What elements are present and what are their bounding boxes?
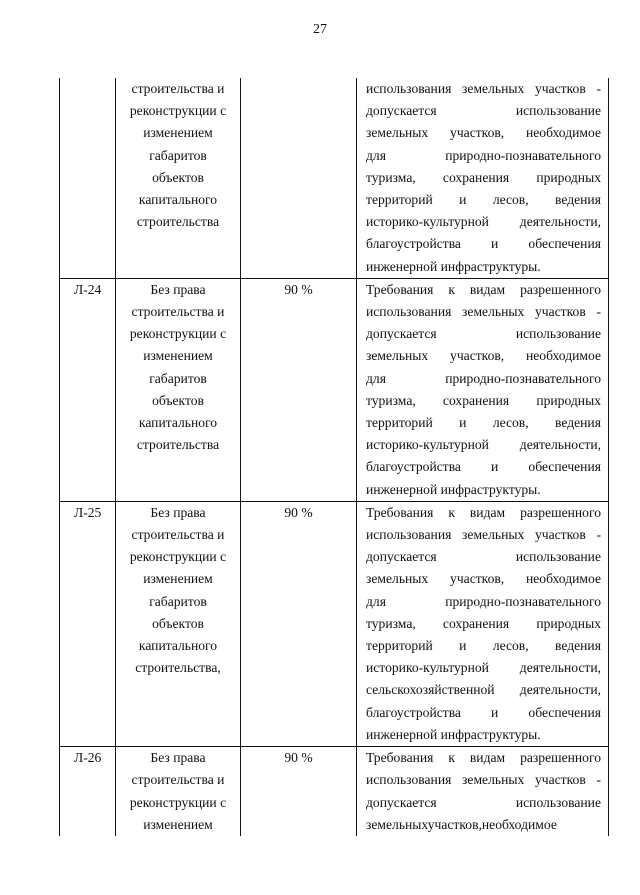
regime-text-line: объектов xyxy=(152,169,204,185)
requirement-word: использования xyxy=(366,304,452,320)
requirement-word: инженерной инфраструктуры. xyxy=(366,481,541,497)
regime-text-line: габаритов xyxy=(149,370,207,386)
regime-text-line: объектов xyxy=(152,615,204,631)
regime-text-line: Без права xyxy=(150,281,206,297)
regime-text-line: реконструкции с xyxy=(129,326,227,342)
requirement-word: необходимое xyxy=(526,125,601,141)
regime-text-line: габаритов xyxy=(149,147,207,163)
requirement-word: использования xyxy=(366,772,452,788)
requirement-word: использование xyxy=(515,103,601,119)
requirement-word: и xyxy=(459,192,467,208)
requirement-word: видам xyxy=(469,281,506,297)
regime-text-line: строительства и xyxy=(131,527,225,543)
table-row xyxy=(60,747,609,836)
requirement-word: использование xyxy=(515,549,601,565)
requirement-word: использование xyxy=(515,326,601,342)
requirement-text-line xyxy=(366,792,601,814)
requirement-word: земельных xyxy=(462,81,525,96)
table-row xyxy=(60,78,609,278)
requirement-word: - xyxy=(596,304,601,320)
requirement-text-line xyxy=(366,211,601,233)
requirement-text-line xyxy=(366,546,601,568)
requirement-word: допускается xyxy=(366,549,437,565)
regime-text-line: строительства xyxy=(136,437,220,453)
requirement-word: историко-культурной xyxy=(366,660,489,676)
requirement-word: обеспечения xyxy=(528,459,601,475)
requirement-text-line xyxy=(366,769,601,791)
table-body xyxy=(60,78,609,836)
requirement-text-line xyxy=(366,390,601,412)
requirement-word: историко-культурной xyxy=(366,437,489,453)
requirement-word: участков, xyxy=(450,571,505,587)
requirement-word: участков, xyxy=(450,348,505,364)
regime-text-line: Без права xyxy=(150,504,206,520)
percentage-cell: 90 % xyxy=(241,501,357,746)
requirement-word: необходимое xyxy=(526,571,601,587)
requirement-word: и xyxy=(459,638,467,654)
requirement-word: земельных xyxy=(462,527,525,543)
percentage-cell: 90 % xyxy=(241,278,357,501)
regime-text-line: реконструкции с xyxy=(129,794,227,810)
requirement-word: участков, xyxy=(427,816,482,832)
zone-code-cell: Л-24 xyxy=(60,278,116,501)
requirement-text-line xyxy=(366,702,601,724)
requirement-word: участков, xyxy=(450,125,505,141)
regime-text-line: строительства и xyxy=(131,81,225,96)
requirement-text-line xyxy=(366,279,601,301)
requirement-text-line xyxy=(366,189,601,211)
regime-text-line: капитального xyxy=(138,192,218,208)
regime-text-line: строительства и xyxy=(131,772,225,788)
requirement-word: природных xyxy=(536,392,601,408)
regime-text-line: изменением xyxy=(143,571,213,587)
requirement-word: лесов, xyxy=(492,192,529,208)
requirement-word: земельных xyxy=(366,125,429,141)
percentage-cell xyxy=(241,78,357,278)
requirement-word: сохранения xyxy=(442,615,510,631)
requirement-word: деятельности, xyxy=(519,682,601,698)
requirement-text-line xyxy=(366,256,601,278)
requirement-word: к xyxy=(448,281,455,297)
requirement-word: территорий xyxy=(366,638,433,654)
requirement-word: благоустройства xyxy=(366,236,461,252)
requirement-word: использование xyxy=(515,794,601,810)
requirement-word: допускается xyxy=(366,103,437,119)
requirement-word: - xyxy=(596,81,601,96)
requirement-word: инженерной инфраструктуры. xyxy=(366,258,541,274)
regime-text-line: объектов xyxy=(152,392,204,408)
requirement-word: земельных xyxy=(462,304,525,320)
requirement-word: благоустройства xyxy=(366,459,461,475)
requirement-word: Требования xyxy=(366,504,434,520)
requirement-text-line xyxy=(366,456,601,478)
requirement-word: для xyxy=(366,147,386,163)
regime-text-line: Без права xyxy=(150,750,206,766)
requirement-word: к xyxy=(448,750,455,766)
land-use-requirements-cell xyxy=(357,278,609,501)
requirement-word: природно-познавательного xyxy=(445,147,601,163)
requirement-word: - xyxy=(596,772,601,788)
zoning-requirements-table xyxy=(59,78,609,836)
requirement-word: лесов, xyxy=(492,415,529,431)
requirement-text-line xyxy=(366,568,601,590)
page-number: 27 xyxy=(313,22,327,37)
requirement-word: допускается xyxy=(366,794,437,810)
table-row xyxy=(60,278,609,501)
requirement-text-line xyxy=(366,524,601,546)
requirement-text-line xyxy=(366,814,601,836)
regime-text-line: реконструкции с xyxy=(129,549,227,565)
requirement-word: деятельности, xyxy=(519,437,601,453)
regime-text-line: строительства xyxy=(136,214,220,230)
requirement-word: для xyxy=(366,593,386,609)
land-use-requirements-cell xyxy=(357,747,609,836)
requirement-text-line xyxy=(366,657,601,679)
requirement-text-line xyxy=(366,368,601,390)
requirement-text-line xyxy=(366,679,601,701)
requirement-text-line xyxy=(366,100,601,122)
requirement-word: природно-познавательного xyxy=(445,370,601,386)
requirement-text-line xyxy=(366,412,601,434)
requirement-text-line xyxy=(366,635,601,657)
requirement-word: обеспечения xyxy=(528,704,601,720)
regime-text-line: габаритов xyxy=(149,593,207,609)
requirement-word: видам xyxy=(469,750,506,766)
requirement-word: и xyxy=(491,459,499,475)
requirement-word: благоустройства xyxy=(366,704,461,720)
requirement-word: земельных xyxy=(462,772,525,788)
requirement-word: - xyxy=(596,527,601,543)
requirement-word: территорий xyxy=(366,415,433,431)
requirement-word: участков xyxy=(534,304,586,320)
requirement-text-line xyxy=(366,78,601,100)
requirement-word: Требования xyxy=(366,750,434,766)
construction-regime-cell xyxy=(116,747,241,836)
requirement-word: деятельности, xyxy=(519,214,601,230)
requirement-word: для xyxy=(366,370,386,386)
requirement-text-line xyxy=(366,502,601,524)
regime-text-line: капитального xyxy=(138,638,218,654)
requirement-word: лесов, xyxy=(492,638,529,654)
requirement-word: историко-культурной xyxy=(366,214,489,230)
requirement-word: сохранения xyxy=(442,392,510,408)
requirement-text-line xyxy=(366,747,601,769)
requirement-word: допускается xyxy=(366,326,437,342)
requirement-word: туризма, xyxy=(366,169,416,185)
zone-code-cell: Л-25 xyxy=(60,501,116,746)
requirement-word: разрешенного xyxy=(520,281,601,297)
requirement-word: земельных xyxy=(366,816,428,832)
requirement-text-line xyxy=(366,323,601,345)
requirement-word: ведения xyxy=(555,415,601,431)
requirement-word: к xyxy=(448,504,455,520)
requirement-word: ведения xyxy=(555,638,601,654)
requirement-word: использования xyxy=(366,81,452,96)
requirement-word: деятельности, xyxy=(519,660,601,676)
requirement-word: природных xyxy=(536,169,601,185)
requirement-word: инженерной инфраструктуры. xyxy=(366,726,541,742)
regime-text-line: изменением xyxy=(143,348,213,364)
requirement-word: Требования xyxy=(366,281,434,297)
requirement-word: разрешенного xyxy=(520,750,601,766)
requirement-text-line xyxy=(366,167,601,189)
requirement-word: ведения xyxy=(555,192,601,208)
requirement-word: сельскохозяйственной xyxy=(366,682,495,698)
requirement-text-line xyxy=(366,591,601,613)
table-row xyxy=(60,501,609,746)
requirement-word: участков xyxy=(534,527,586,543)
requirement-word: обеспечения xyxy=(528,236,601,252)
regime-text-line: строительства, xyxy=(135,660,221,676)
regime-text-line: реконструкции с xyxy=(129,103,227,119)
requirement-word: видам xyxy=(469,504,506,520)
requirement-text-line xyxy=(366,613,601,635)
requirement-word: участков xyxy=(534,81,586,96)
requirement-text-line xyxy=(366,145,601,167)
regime-text-line: капитального xyxy=(138,415,218,431)
requirement-word: разрешенного xyxy=(520,504,601,520)
requirement-word: и xyxy=(459,415,467,431)
requirement-word: и xyxy=(491,236,499,252)
requirement-word: природных xyxy=(536,615,601,631)
requirement-text-line xyxy=(366,233,601,255)
requirement-word: территорий xyxy=(366,192,433,208)
requirement-word: участков xyxy=(534,772,586,788)
requirement-word: и xyxy=(491,704,499,720)
requirement-text-line xyxy=(366,345,601,367)
land-use-requirements-cell xyxy=(357,501,609,746)
percentage-cell: 90 % xyxy=(241,747,357,836)
requirement-word: природно-познавательного xyxy=(445,593,601,609)
requirement-word: сохранения xyxy=(442,169,510,185)
requirement-text-line xyxy=(366,479,601,501)
regime-text-line: изменением xyxy=(143,125,213,141)
requirement-word: использования xyxy=(366,527,452,543)
regime-text-line: изменением xyxy=(143,816,213,832)
zone-code-cell: Л-26 xyxy=(60,747,116,836)
requirement-word: земельных xyxy=(366,348,429,364)
requirement-word: необходимое xyxy=(481,816,557,832)
requirement-text-line xyxy=(366,122,601,144)
land-use-requirements-cell xyxy=(357,78,609,278)
construction-regime-cell xyxy=(116,501,241,746)
zone-code-cell xyxy=(60,78,116,278)
requirement-text-line xyxy=(366,434,601,456)
requirement-word: туризма, xyxy=(366,392,416,408)
requirement-word: земельных xyxy=(366,571,429,587)
construction-regime-cell xyxy=(116,278,241,501)
requirement-word: туризма, xyxy=(366,615,416,631)
regime-text-line: строительства и xyxy=(131,304,225,320)
construction-regime-cell xyxy=(116,78,241,278)
requirement-word: необходимое xyxy=(526,348,601,364)
requirement-text-line xyxy=(366,301,601,323)
requirement-text-line xyxy=(366,724,601,746)
